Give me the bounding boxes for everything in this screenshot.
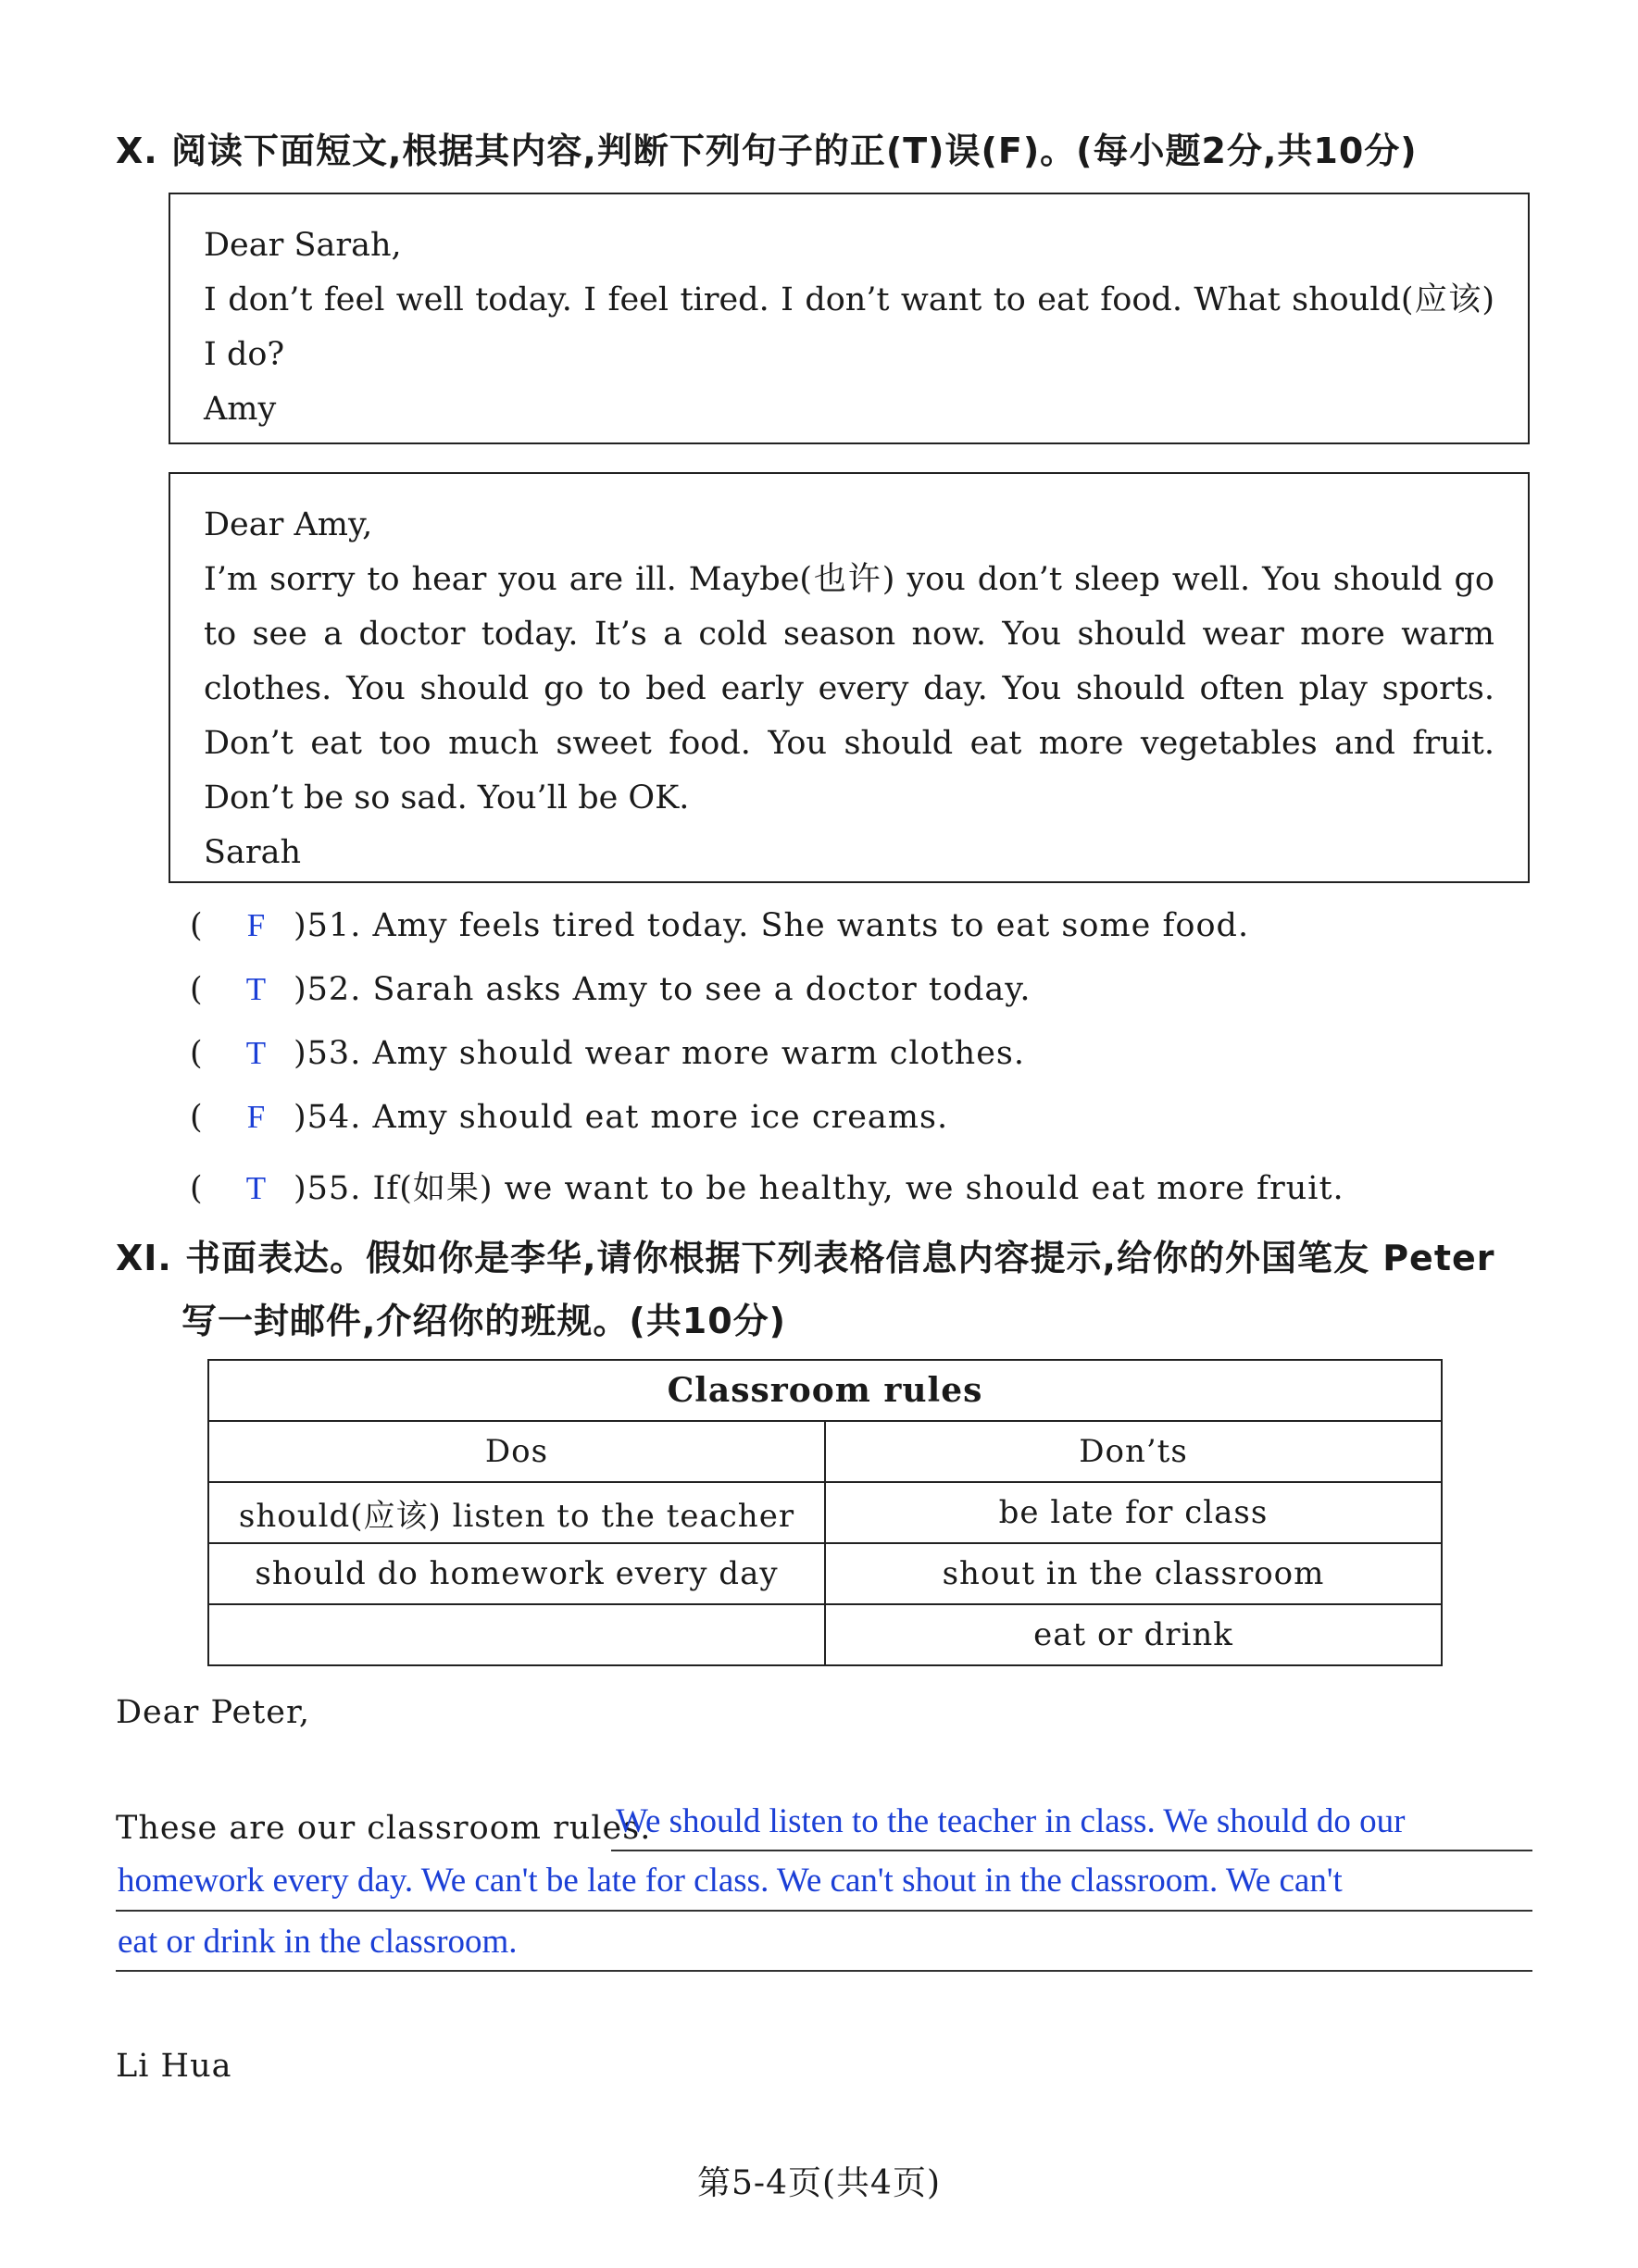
answer-55: T — [245, 1170, 268, 1206]
email-signature: Li Hua — [116, 2048, 232, 2085]
question-52-text: )52. Sarah asks Amy to see a doctor today. — [294, 971, 1032, 1008]
question-55: ( T )55. If(如果) we want to be healthy, we should eat more fruit. — [190, 1170, 1344, 1207]
email-answer-line2: homework every day. We can't be late for class. We can't shout in the classroom. We can't — [118, 1862, 1343, 1900]
question-51-text: )51. Amy feels tired today. She wants to eat some food. — [294, 907, 1250, 944]
answer-51: F — [246, 907, 267, 943]
dos-cell — [208, 1604, 825, 1665]
email-intro: These are our classroom rules. — [116, 1810, 652, 1847]
answer-52: T — [245, 971, 268, 1007]
table-row — [208, 1543, 1442, 1604]
page-number: 第5-4页(共4页) — [697, 2164, 941, 2202]
question-52: ( T )52. Sarah asks Amy to see a doctor today. — [190, 971, 1032, 1008]
answer-53: T — [245, 1035, 268, 1071]
donts-cell: be late for class — [825, 1482, 1442, 1543]
table-row — [208, 1482, 1442, 1543]
letter-to-amy — [169, 472, 1530, 883]
section-xi-title-line1: XI. 书面表达。假如你是李华,请你根据下列表格信息内容提示,给你的外国笔友 Peter — [116, 1238, 1495, 1278]
letter2-greeting: Dear Amy, — [204, 506, 373, 543]
letter2-signature: Sarah — [204, 834, 301, 871]
letter1-greeting: Dear Sarah, — [204, 227, 402, 264]
answer-54: F — [246, 1099, 267, 1135]
question-55-text: )55. If(如果) we want to be healthy, we should eat more fruit. — [294, 1170, 1344, 1207]
dos-cell: should do homework every day — [208, 1543, 825, 1604]
dos-cell: should(应该) listen to the teacher — [208, 1482, 825, 1543]
writing-line — [116, 1910, 1532, 1912]
writing-line — [611, 1850, 1532, 1851]
email-greeting: Dear Peter, — [116, 1694, 310, 1731]
letter1-signature: Amy — [204, 391, 277, 428]
question-54: ( F )54. Amy should eat more ice creams. — [190, 1099, 949, 1136]
column-donts-header: Don’ts — [825, 1421, 1442, 1482]
question-54-text: )54. Amy should eat more ice creams. — [294, 1099, 949, 1136]
email-answer-line1: We should listen to the teacher in class. We should do our — [616, 1802, 1406, 1840]
section-xi-title-line2: 写一封邮件,介绍你的班规。(共10分) — [181, 1301, 787, 1341]
section-x-title: X. 阅读下面短文,根据其内容,判断下列句子的正(T)误(F)。(每小题2分,共10分) — [116, 131, 1418, 171]
email-answer-line3: eat or drink in the classroom. — [118, 1923, 518, 1961]
donts-cell: shout in the classroom — [825, 1543, 1442, 1604]
letter2-body: I’m sorry to hear you are ill. Maybe(也许) you don’t sleep well. You should go to see a doctor today. It’s a cold season now. You should wear more warm clothes. You should go to bed early every day. You should often play sports. Don’t eat too much sweet food. You should eat more vegetables and fruit. Don’t be so sad. You’ll be OK. — [204, 561, 1494, 816]
writing-line — [116, 1970, 1532, 1972]
question-53-text: )53. Amy should wear more warm clothes. — [294, 1035, 1026, 1072]
donts-cell: eat or drink — [825, 1604, 1442, 1665]
classroom-rules-table — [207, 1359, 1443, 1666]
letter1-body: I don’t feel well today. I feel tired. I don’t want to eat food. What should(应该) I do? — [204, 281, 1494, 373]
letter-to-sarah — [169, 193, 1530, 444]
column-dos-header: Dos — [208, 1421, 825, 1482]
question-51: ( F )51. Amy feels tired today. She wants to eat some food. — [190, 907, 1250, 944]
table-row — [208, 1604, 1442, 1665]
table-title: Classroom rules — [208, 1360, 1442, 1421]
question-53: ( T )53. Amy should wear more warm clothes. — [190, 1035, 1026, 1072]
